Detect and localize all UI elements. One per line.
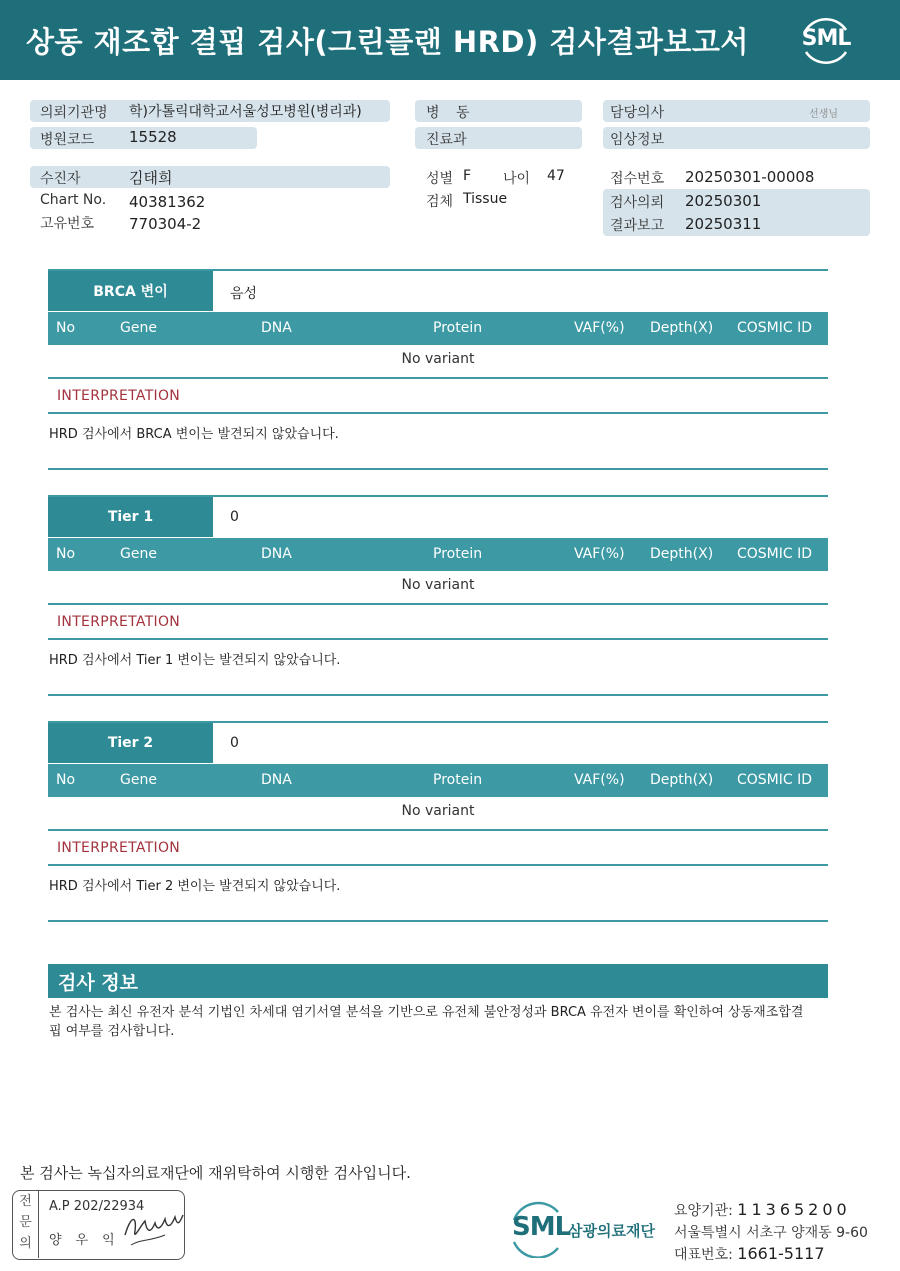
request-label: 검사의뢰 [610,195,665,211]
interpretation-text: HRD 검사에서 Tier 2 변이는 발견되지 않았습니다. [49,879,341,894]
section-label: BRCA 변이 [48,271,213,311]
sex-label: 성별 [426,171,454,187]
org-name: 삼광의료재단 [568,1222,655,1240]
report-header [0,0,900,80]
section-label: Tier 1 [48,497,213,537]
th-depth: Depth(X) [650,772,714,788]
th-cosmic: COSMIC ID [737,772,813,788]
th-vaf: VAF(%) [574,772,625,788]
test-info-header [48,964,828,998]
age-value: 47 [547,168,565,184]
chart-value: 40381362 [129,193,206,211]
variant-table-header [48,764,828,797]
variant-table-header [48,312,828,345]
th-gene: Gene [120,320,157,336]
section-value: 0 [230,735,239,751]
divider [48,864,828,866]
specimen-value: Tissue [463,191,508,207]
th-dna: DNA [261,546,292,562]
patient-label: 수진자 [40,171,81,187]
institution-code [674,1200,851,1220]
clinical-info-label: 임상정보 [610,132,665,148]
section-brca [48,269,828,474]
hospital-code-value: 15528 [129,128,177,146]
doctor-label: 담당의사 [610,105,665,121]
institution-code-value: 11365200 [737,1200,851,1219]
divider [48,412,828,414]
th-vaf: VAF(%) [574,546,625,562]
th-protein: Protein [433,546,483,562]
interpretation-text: HRD 검사에서 BRCA 변이는 발견되지 않았습니다. [49,427,339,442]
interpretation-label: INTERPRETATION [57,614,181,630]
receipt-label: 접수번호 [610,171,665,187]
section-value: 0 [230,509,239,525]
sex-value: F [463,168,472,184]
phone-label: 대표번호: [674,1247,733,1263]
org-logo [508,1198,678,1258]
section-tier1 [48,495,828,700]
divider [48,638,828,640]
divider [48,920,828,922]
phone-value: 1661-5117 [737,1244,825,1263]
variant-result: No variant [401,803,475,819]
th-depth: Depth(X) [650,546,714,562]
stamp-side-char: 전 [19,1194,32,1209]
chart-label: Chart No. [40,192,107,208]
variant-table-header [48,538,828,571]
interpretation-label: INTERPRETATION [57,388,181,404]
th-protein: Protein [433,772,483,788]
th-cosmic: COSMIC ID [737,546,813,562]
report-value: 20250311 [685,215,762,233]
th-dna: DNA [261,772,292,788]
specimen-label: 검체 [426,194,454,210]
divider [48,468,828,470]
ward-label: 병 동 [426,105,476,121]
stamp-doctor-name: 양우익 [49,1233,129,1248]
interpretation-text: HRD 검사에서 Tier 1 변이는 발견되지 않았습니다. [49,653,341,668]
divider [48,829,828,831]
footer-note: 본 검사는 녹십자의료재단에 재위탁하여 시행한 검사입니다. [20,1164,411,1182]
specialist-stamp [12,1190,185,1260]
age-label: 나이 [503,171,531,187]
institution-code-label: 요양기관: [674,1203,733,1219]
section-tier2 [48,721,828,926]
interpretation-label: INTERPRETATION [57,840,181,856]
th-protein: Protein [433,320,483,336]
stamp-side-label [13,1191,39,1258]
variant-result: No variant [401,351,475,367]
th-no: No [56,772,76,788]
th-dna: DNA [261,320,292,336]
test-info-description: 본 검사는 최신 유전자 분석 기법인 차세대 염기서열 분석을 기반으로 유전체 불안정성과 BRCA 유전자 변이를 확인하여 상동재조합결핍 여부를 검사합니다. [49,1005,804,1039]
stamp-ap-number: A.P 202/22934 [49,1199,145,1214]
th-no: No [56,546,76,562]
doctor-suffix: 선생님 [809,109,838,120]
address: 서울특별시 서초구 양재동 9-60 [674,1225,868,1241]
divider [48,603,828,605]
institution-value: 학)가톨릭대학교서울성모병원(병리과) [129,104,362,120]
receipt-value: 20250301-00008 [685,168,815,186]
request-value: 20250301 [685,192,762,210]
variant-result: No variant [401,577,475,593]
institution-label: 의뢰기관명 [40,105,108,121]
th-cosmic: COSMIC ID [737,320,813,336]
signature-icon [121,1205,185,1251]
section-value: 음성 [230,286,258,302]
sml-logo [796,12,856,68]
test-info-title: 검사 정보 [58,972,139,994]
th-gene: Gene [120,772,157,788]
unique-label: 고유번호 [40,216,95,232]
patient-bar [30,166,390,188]
hospital-code-label: 병원코드 [40,132,95,148]
th-no: No [56,320,76,336]
phone [674,1244,825,1264]
department-label: 진료과 [426,132,467,148]
divider [48,377,828,379]
sml-logo-text: SML [801,26,851,51]
org-logo-text: SML [512,1212,571,1242]
section-label: Tier 2 [48,723,213,763]
divider [48,694,828,696]
report-label: 결과보고 [610,218,665,234]
stamp-side-char: 의 [19,1236,32,1251]
th-gene: Gene [120,546,157,562]
patient-value: 김태희 [129,169,173,187]
unique-value: 770304-2 [129,215,202,233]
th-depth: Depth(X) [650,320,714,336]
th-vaf: VAF(%) [574,320,625,336]
report-title: 상동 재조합 결핍 검사(그린플랜 HRD) 검사결과보고서 [26,25,749,59]
stamp-side-char: 문 [19,1215,32,1230]
